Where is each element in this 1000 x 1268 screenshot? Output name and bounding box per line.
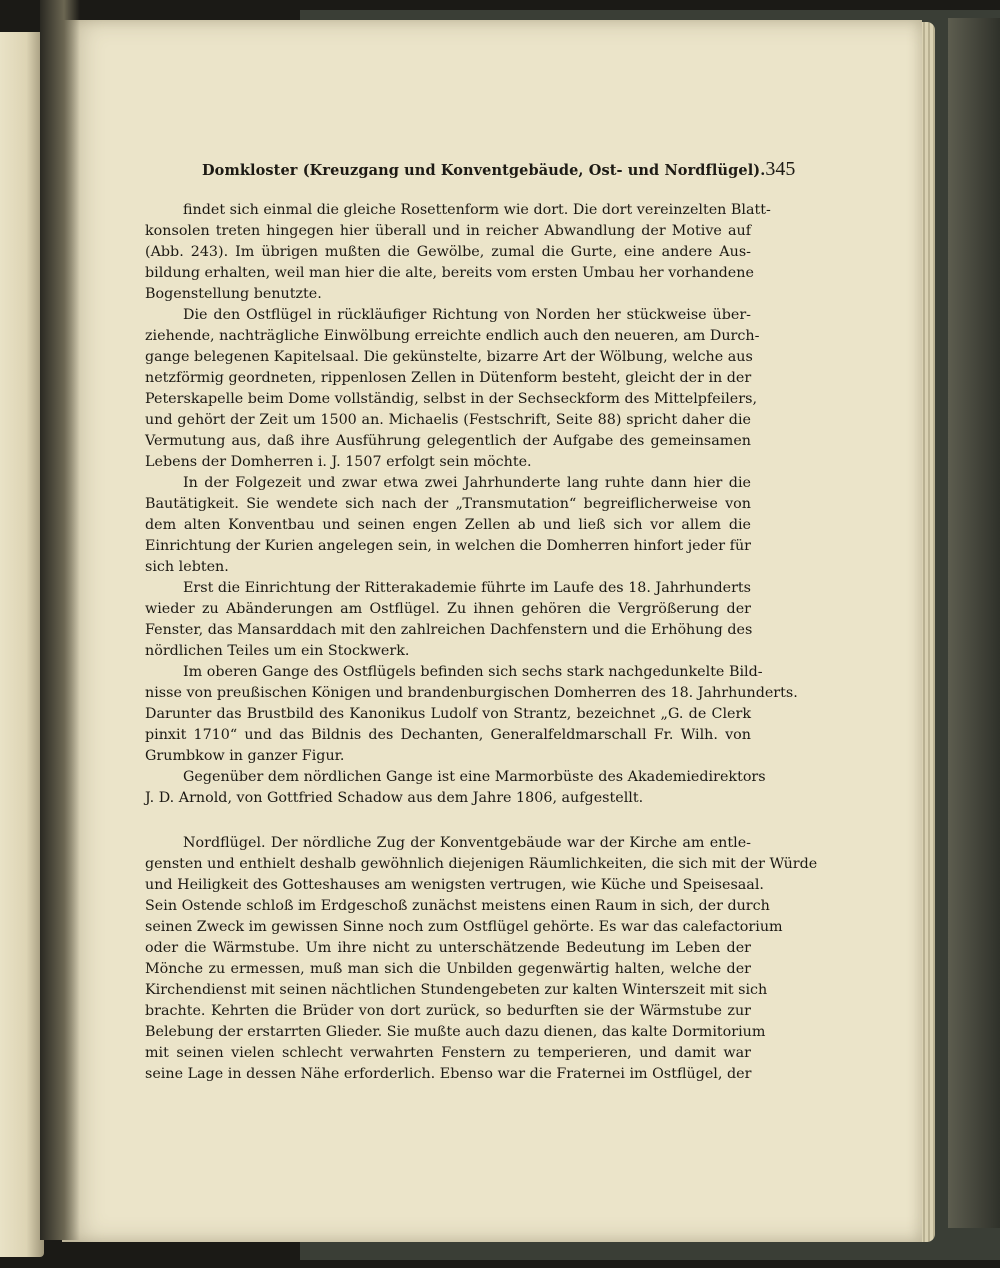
text-line: sich lebten.	[145, 559, 229, 575]
running-title: Domkloster (Kreuzgang und Konventgebäude, Ost- und Nordflügel).	[202, 162, 766, 179]
text-line: brachte. Kehrten die Brüder von dort zurück, so bedurften sie der Wärmstube zur	[145, 1003, 751, 1019]
text-line: Kirchendienst mit seinen nächtlichen Stundengebeten zur kalten Winterszeit mit sich	[145, 982, 768, 998]
text-line: Bautätigkeit. Sie wendete sich nach der „Transmutation“ begreiflicherweise von	[145, 496, 751, 512]
paragraph	[145, 662, 798, 767]
text-line: Mönche zu ermessen, muß man sich die Unbilden gegenwärtig halten, welche der	[145, 961, 751, 977]
text-line: netzförmig geordneten, rippenlosen Zellen in Dütenform besteht, gleicht der in der	[145, 370, 752, 386]
text-line: dem alten Konventbau und seinen engen Zellen ab und ließ sich vor allem die	[145, 517, 751, 533]
text-line: bildung erhalten, weil man hier die alte, bereits vom ersten Umbau her vorhandene	[145, 265, 754, 281]
text-line: findet sich einmal die gleiche Rosettenform wie dort. Die dort vereinzelten Blatt-	[183, 202, 771, 218]
text-line: In der Folgezeit und zwar etwa zwei Jahrhunderte lang ruhte dann hier die	[183, 475, 751, 491]
text-line: Sein Ostende schloß im Erdgeschoß zunächst meistens einen Raum in sich, der durch	[145, 898, 770, 914]
facing-page-edge	[0, 32, 44, 1257]
text-line: Peterskapelle beim Dome vollständig, selbst in der Sechseckform des Mittelpfeilers,	[145, 391, 757, 407]
page-header	[202, 158, 796, 181]
text-line: Darunter das Brustbild des Kanonikus Ludolf von Strantz, bezeichnet „G. de Clerk	[145, 706, 751, 722]
paragraph	[145, 200, 771, 305]
text-line: Bogenstellung benutzte.	[145, 286, 322, 302]
text-line: seine Lage in dessen Nähe erforderlich. Ebenso war die Fraternei im Ostflügel, der	[145, 1066, 752, 1082]
paragraph	[145, 473, 751, 578]
text-line: Einrichtung der Kurien angelegen sein, in welchen die Domherren hinfort jeder für	[145, 538, 751, 554]
text-line: gange belegenen Kapitelsaal. Die gekünstelte, bizarre Art der Wölbung, welche aus	[145, 349, 753, 365]
text-line: Grumbkow in ganzer Figur.	[145, 748, 345, 764]
paragraph	[145, 578, 751, 662]
text-line: nisse von preußischen Königen und brandenburgischen Domherren des 18. Jahrhunderts.	[145, 685, 798, 701]
text-line: nördlichen Teiles um ein Stockwerk.	[145, 643, 410, 659]
paragraph	[145, 305, 760, 473]
text-line: mit seinen vielen schlecht verwahrten Fenstern zu temperieren, und damit war	[145, 1045, 751, 1061]
text-line: Belebung der erstarrten Glieder. Sie mußte auch dazu dienen, das kalte Dormitorium	[145, 1024, 766, 1040]
text-line: konsolen treten hingegen hier überall und in reicher Abwandlung der Motive auf	[145, 223, 751, 239]
body-text	[145, 200, 818, 1085]
text-line: pinxit 1710“ und das Bildnis des Dechanten, Generalfeldmarschall Fr. Wilh. von	[145, 727, 751, 743]
text-line: oder die Wärmstube. Um ihre nicht zu unterschätzende Bedeutung im Leben der	[145, 940, 751, 956]
text-line: wieder zu Abänderungen am Ostflügel. Zu ihnen gehören die Vergrößerung der	[145, 601, 751, 617]
cover-edge	[948, 18, 1000, 1228]
text-line: und gehört der Zeit um 1500 an. Michaelis (Festschrift, Seite 88) spricht daher die	[145, 412, 751, 428]
text-line: seinen Zweck im gewissen Sinne noch zum Ostflügel gehörte. Es war das calefactorium	[145, 919, 783, 935]
text-line: Vermutung aus, daß ihre Ausführung gelegentlich der Aufgabe des gemeinsamen	[145, 433, 751, 449]
paragraph	[145, 767, 766, 809]
text-line: Nordflügel. Der nördliche Zug der Konventgebäude war der Kirche am entle-	[183, 835, 751, 851]
page-number: 345	[765, 158, 796, 180]
text-line: Gegenüber dem nördlichen Gange ist eine Marmorbüste des Akademiedirektors	[183, 769, 766, 785]
text-line: Die den Ostflügel in rückläufiger Richtung von Norden her stückweise über-	[183, 307, 751, 323]
text-line: Im oberen Gange des Ostflügels befinden sich sechs stark nachgedunkelte Bild-	[183, 664, 763, 680]
text-line: Lebens der Domherren i. J. 1507 erfolgt sein möchte.	[145, 454, 532, 470]
book-gutter	[40, 0, 80, 1240]
text-line: und Heiligkeit des Gotteshauses am wenigsten vertrugen, wie Küche und Speisesaal.	[145, 877, 764, 893]
text-line: Erst die Einrichtung der Ritterakademie führte im Laufe des 18. Jahrhunderts	[183, 580, 751, 596]
text-line: Fenster, das Mansarddach mit den zahlreichen Dachfenstern und die Erhöhung des	[145, 622, 753, 638]
text-line: J. D. Arnold, von Gottfried Schadow aus dem Jahre 1806, aufgestellt.	[145, 790, 644, 806]
paragraph-nordfluegel	[145, 833, 818, 1085]
section-gap	[145, 809, 751, 833]
text-line: gensten und enthielt deshalb gewöhnlich diejenigen Räumlichkeiten, die sich mit der Würde	[145, 856, 818, 872]
text-line: (Abb. 243). Im übrigen mußten die Gewölbe, zumal die Gurte, eine andere Aus-	[145, 244, 751, 260]
text-line: ziehende, nachträgliche Einwölbung erreichte endlich auch den neueren, am Durch-	[145, 328, 760, 344]
